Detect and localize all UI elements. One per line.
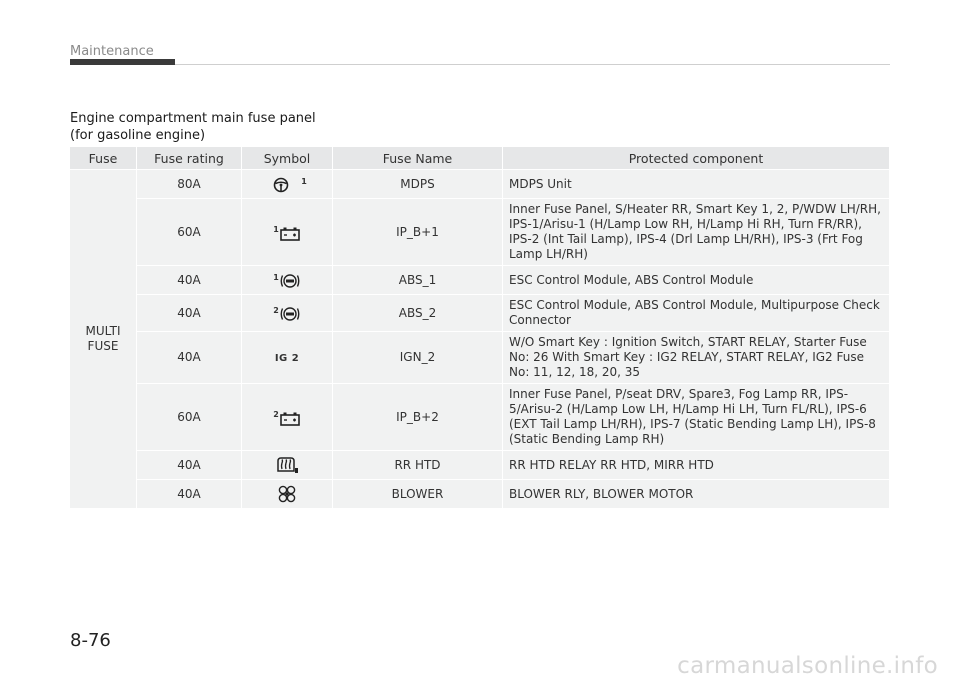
column-header-protected-component: Protected component (503, 147, 890, 170)
fuse-name-cell: ABS_2 (333, 295, 503, 332)
symbol-superscript: 1 (273, 225, 279, 235)
table-header-row (70, 147, 890, 170)
symbol-superscript: 2 (273, 410, 279, 420)
fuse-name-cell: IGN_2 (333, 332, 503, 384)
fuse-rating-cell: 60A (137, 384, 242, 451)
fuse-name-cell: BLOWER (333, 480, 503, 509)
symbol-cell (242, 451, 333, 480)
section-title-line-1: Engine compartment main fuse panel (70, 111, 316, 126)
protected-component-cell: Inner Fuse Panel, S/Heater RR, Smart Key 1, 2, P/WDW LH/RH, IPS-1/Arisu-1 (H/Lamp Low RH, H/Lamp Hi RH, Turn FR/RR), IPS-2 (Int Tail Lamp), IPS-4 (Drl Lamp LH/RH), IPS-3 (Frt Fog Lamp LH/RH) (503, 199, 890, 266)
fuse-rating-cell: 60A (137, 199, 242, 266)
table-row (70, 295, 890, 332)
protected-component-cell: RR HTD RELAY RR HTD, MIRR HTD (503, 451, 890, 480)
fuse-rating-cell: 80A (137, 170, 242, 199)
fuse-rating-cell: 40A (137, 295, 242, 332)
column-header-fuse: Fuse (70, 147, 137, 170)
symbol-cell (242, 480, 333, 509)
symbol-cell (242, 295, 333, 332)
fuse-name-cell: MDPS (333, 170, 503, 199)
column-header-symbol: Symbol (242, 147, 333, 170)
rear-defrost-icon (275, 456, 299, 474)
table-row (70, 451, 890, 480)
protected-component-cell: Inner Fuse Panel, P/seat DRV, Spare3, Fog Lamp RR, IPS-5/Arisu-2 (H/Lamp Low LH, H/Lamp Hi LH, Turn FL/RL), IPS-6 (EXT Tail Lamp LH/RH), IPS-7 (Static Bending Lamp LH), IPS-8 (Static Bending Lamp RH) (503, 384, 890, 451)
page-number: 8-76 (70, 630, 111, 651)
fuse-name-cell: IP_B+1 (333, 199, 503, 266)
abs-icon (279, 272, 301, 290)
ig2-symbol-label: IG 2 (274, 352, 300, 364)
fuse-name-cell: IP_B+2 (333, 384, 503, 451)
section-title (70, 110, 470, 144)
section-header-bar (70, 59, 175, 65)
column-header-fuse-rating: Fuse rating (137, 147, 242, 170)
symbol-superscript: 1 (301, 176, 307, 186)
fuse-rating-cell: 40A (137, 480, 242, 509)
protected-component-cell: W/O Smart Key : Ignition Switch, START RELAY, Starter Fuse No: 26 With Smart Key : IG2 RELAY, START RELAY, IG2 Fuse No: 11, 12, 18, 20, 35 (503, 332, 890, 384)
table-row (70, 170, 890, 199)
table-row (70, 480, 890, 509)
symbol-cell (242, 384, 333, 451)
fuse-rating-cell: 40A (137, 332, 242, 384)
fuse-name-cell: ABS_1 (333, 266, 503, 295)
blower-fan-icon (277, 484, 297, 504)
fuse-name-cell: RR HTD (333, 451, 503, 480)
fuse-rating-cell: 40A (137, 266, 242, 295)
battery-icon (279, 226, 301, 242)
steering-wheel-icon (267, 176, 301, 194)
symbol-cell (242, 332, 333, 384)
symbol-superscript: 2 (273, 305, 279, 315)
watermark-text: carmanualsonline.info (677, 653, 938, 679)
section-title-line-2: (for gasoline engine) (70, 128, 206, 143)
symbol-cell (242, 266, 333, 295)
table-row (70, 199, 890, 266)
column-header-fuse-name: Fuse Name (333, 147, 503, 170)
symbol-superscript: 1 (273, 272, 279, 282)
protected-component-cell: MDPS Unit (503, 170, 890, 199)
protected-component-cell: ESC Control Module, ABS Control Module (503, 266, 890, 295)
protected-component-cell: BLOWER RLY, BLOWER MOTOR (503, 480, 890, 509)
table-row (70, 332, 890, 384)
section-header-rule (175, 64, 890, 65)
fuse-table (70, 147, 890, 509)
symbol-cell (242, 199, 333, 266)
fuse-group-cell: MULTI FUSE (70, 170, 137, 509)
fuse-rating-cell: 40A (137, 451, 242, 480)
section-header-label: Maintenance (70, 44, 154, 59)
table-row (70, 266, 890, 295)
symbol-cell (242, 170, 333, 199)
abs-icon (279, 305, 301, 323)
battery-icon (279, 411, 301, 427)
protected-component-cell: ESC Control Module, ABS Control Module, Multipurpose Check Connector (503, 295, 890, 332)
table-row (70, 384, 890, 451)
